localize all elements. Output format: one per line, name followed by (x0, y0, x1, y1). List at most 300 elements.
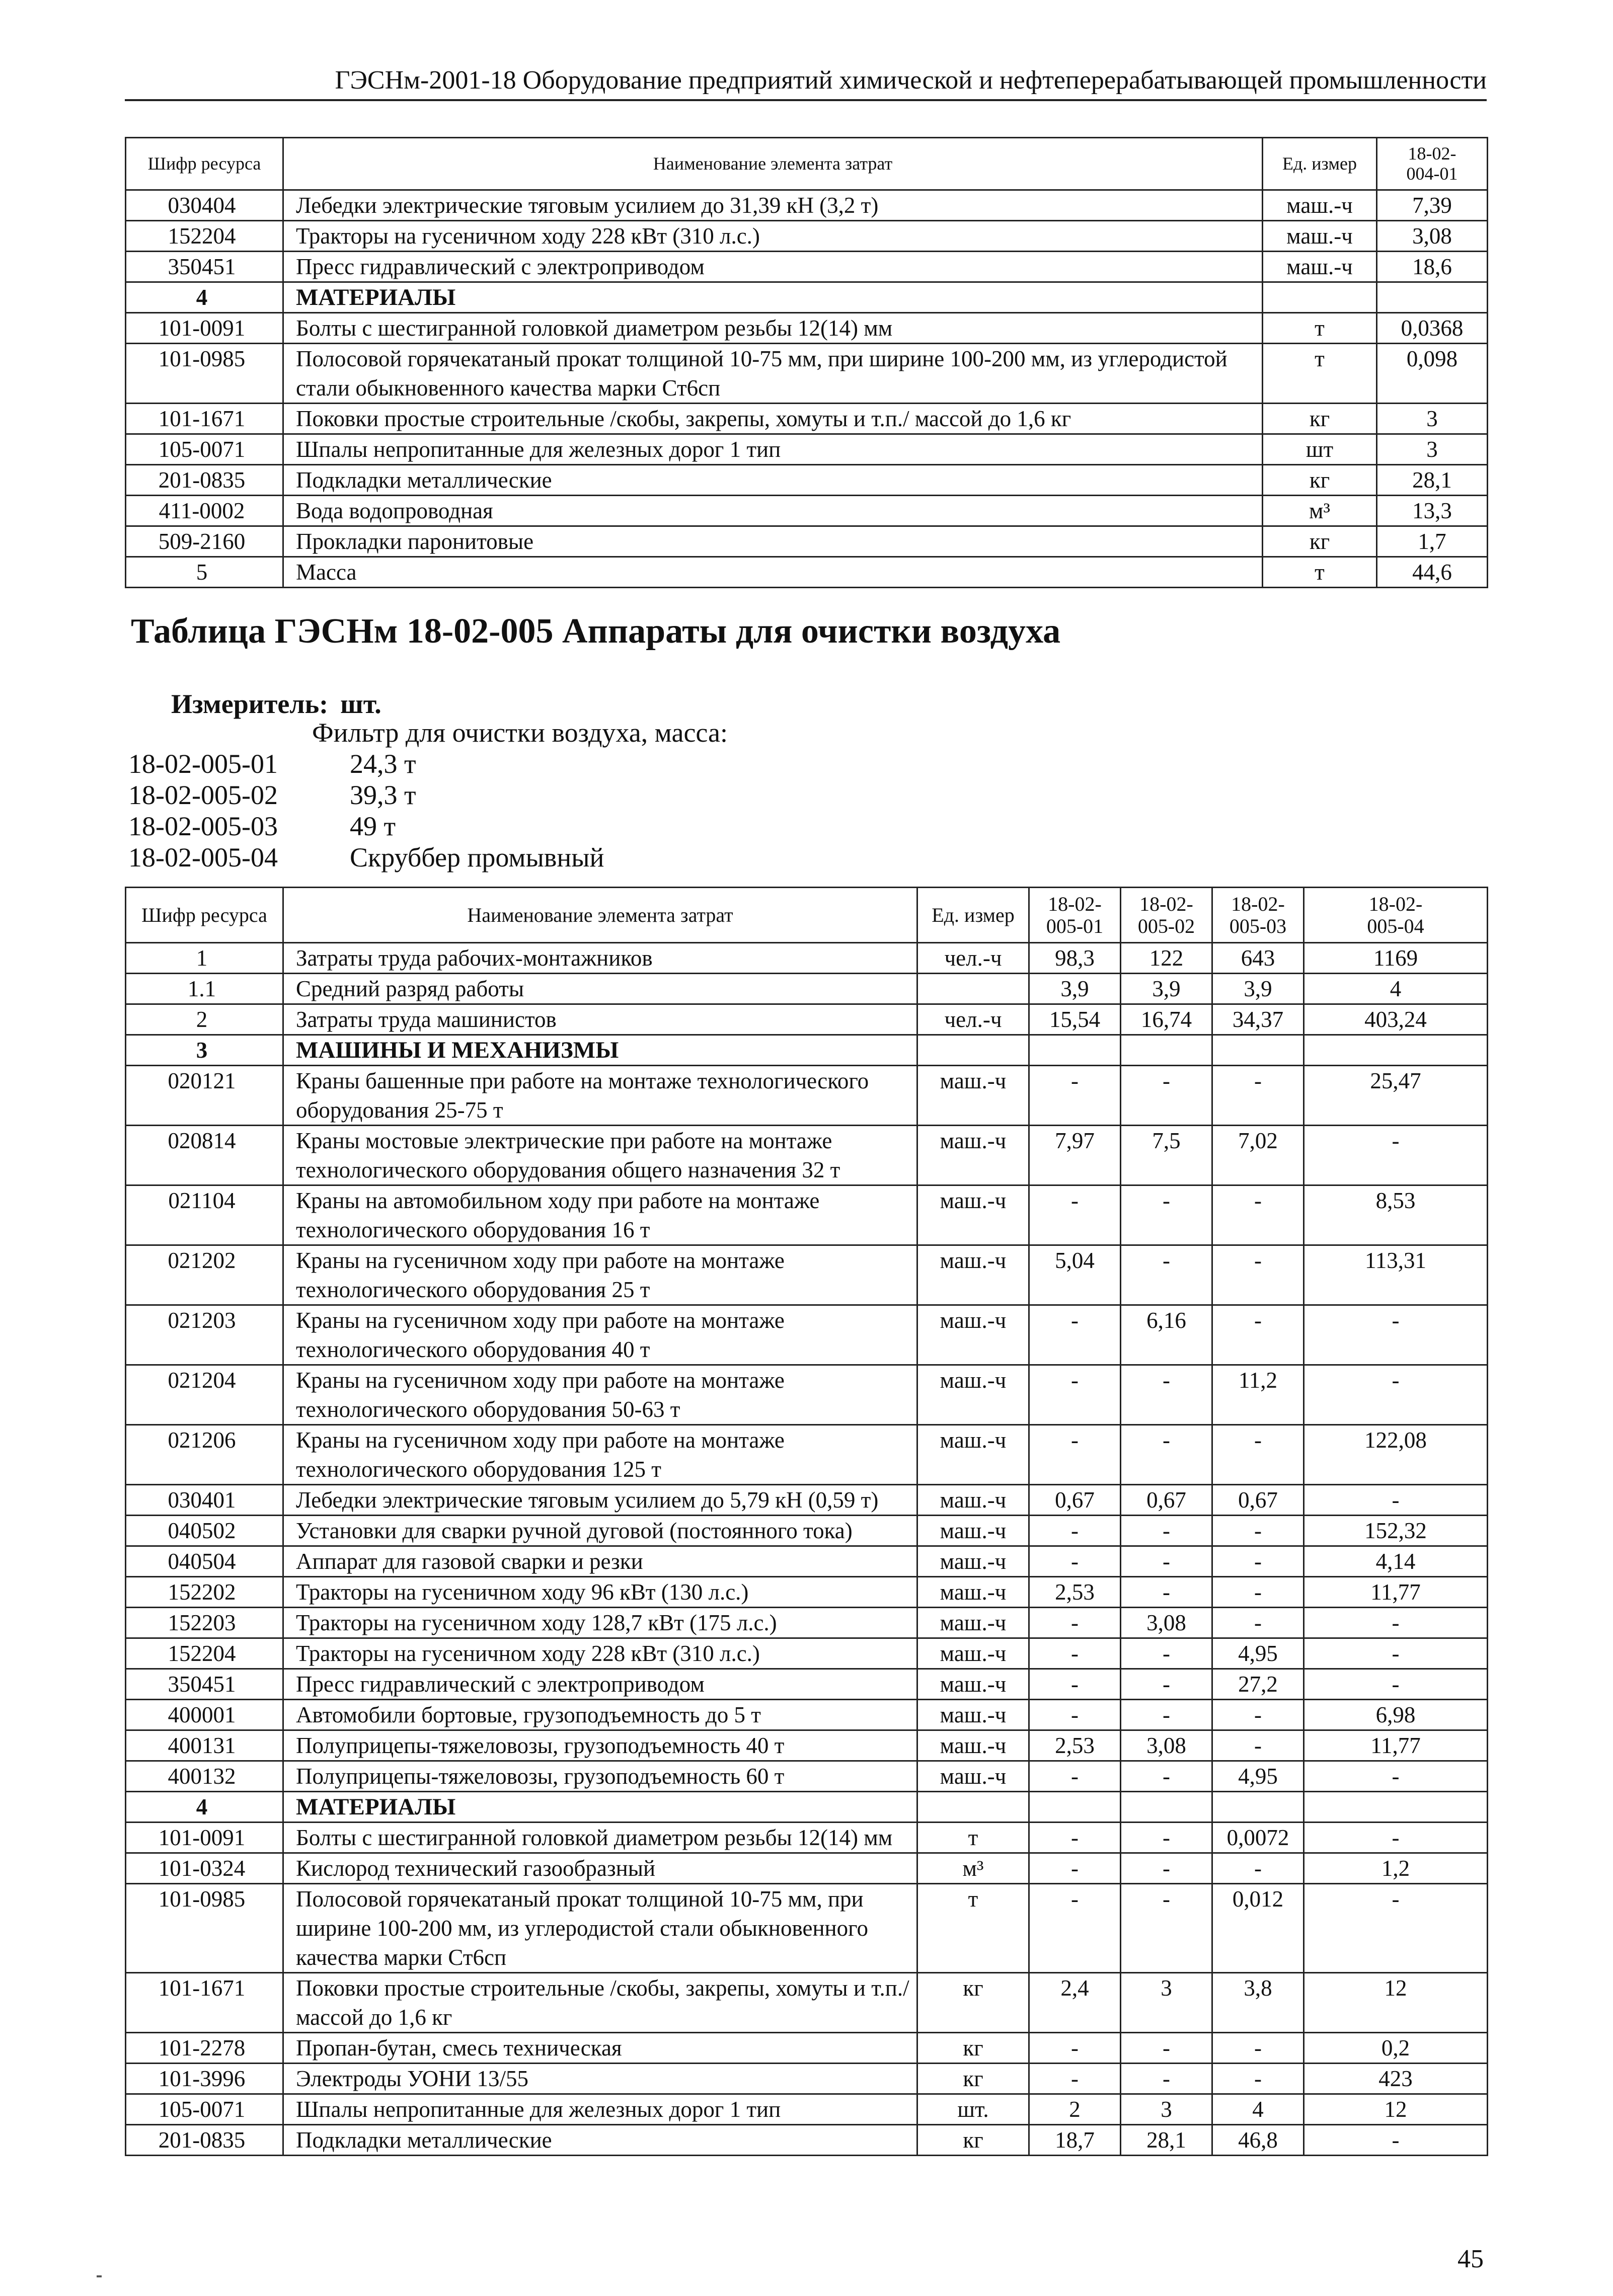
value-cell-4: 6,98 (1304, 1700, 1488, 1730)
table-row (126, 465, 1488, 496)
measure-line (171, 688, 381, 720)
value-cell-2: - (1121, 1516, 1212, 1546)
resource-table-18-02-004 (125, 137, 1488, 588)
resource-code: 021202 (126, 1245, 283, 1305)
table-row (126, 1546, 1488, 1577)
resource-name: Полуприцепы-тяжеловозы, грузоподъемность 60 т (283, 1761, 917, 1792)
resource-code: 021104 (126, 1185, 283, 1245)
unit-cell: кг (1263, 465, 1377, 496)
resource-code: 030404 (126, 190, 283, 221)
resource-name: Аппарат для газовой сварки и резки (283, 1546, 917, 1577)
resource-name: Полосовой горячекатаный прокат толщиной 10-75 мм, при ширине 100-200 мм, из углеродистой стали обыкновенного качества марки Ст6сп (283, 1884, 917, 1973)
resource-name: Лебедки электрические тяговым усилием до 5,79 кН (0,59 т) (283, 1485, 917, 1516)
header-name: Наименование элемента затрат (283, 888, 917, 943)
resource-code: 400131 (126, 1730, 283, 1761)
value-cell: 18,6 (1377, 252, 1488, 282)
unit-cell: шт (1263, 434, 1377, 465)
table-row (126, 344, 1488, 404)
value-cell-3: 0,0072 (1212, 1823, 1304, 1853)
value-cell-2 (1121, 1035, 1212, 1066)
resource-code: 021206 (126, 1425, 283, 1485)
unit-cell: кг (917, 2064, 1029, 2094)
value-cell-1: - (1029, 1365, 1121, 1425)
value-cell-1: 2,53 (1029, 1577, 1121, 1608)
unit-cell: маш.-ч (917, 1577, 1029, 1608)
unit-cell: маш.-ч (917, 1700, 1029, 1730)
value-cell-1: - (1029, 1305, 1121, 1365)
value-cell-2: - (1121, 1638, 1212, 1669)
unit-cell: т (917, 1823, 1029, 1853)
table-row (126, 526, 1488, 557)
value-cell-2: - (1121, 1425, 1212, 1485)
unit-cell: маш.-ч (917, 1516, 1029, 1546)
value-cell-1 (1029, 1792, 1121, 1823)
unit-cell (917, 1792, 1029, 1823)
resource-code: 509-2160 (126, 526, 283, 557)
unit-cell: чел.-ч (917, 943, 1029, 974)
value-cell-4: - (1304, 1305, 1488, 1365)
value-cell-2: - (1121, 1761, 1212, 1792)
table-row (126, 1761, 1488, 1792)
resource-code: 101-0324 (126, 1853, 283, 1884)
resource-code: 040502 (126, 1516, 283, 1546)
value-cell-3: 46,8 (1212, 2125, 1304, 2156)
value-cell-2: - (1121, 1185, 1212, 1245)
variant-title: Фильтр для очистки воздуха, масса: (312, 718, 728, 748)
section-title: МАШИНЫ И МЕХАНИЗМЫ (283, 1035, 917, 1066)
resource-name: Тракторы на гусеничном ходу 228 кВт (310 л.с.) (283, 1638, 917, 1669)
value-cell-1: 18,7 (1029, 2125, 1121, 2156)
resource-code: 152203 (126, 1608, 283, 1638)
value-cell-4: 403,24 (1304, 1004, 1488, 1035)
section-row (126, 1792, 1488, 1823)
header-unit: Ед. измер (1263, 138, 1377, 190)
table-row (126, 313, 1488, 344)
header-variant: 18-02- 004-01 (1377, 138, 1488, 190)
value-cell: 3 (1377, 404, 1488, 434)
unit-cell: маш.-ч (917, 1730, 1029, 1761)
table-row (126, 1004, 1488, 1035)
value-cell-3: 3,9 (1212, 974, 1304, 1004)
resource-name: Краны на гусеничном ходу при работе на монтаже технологического оборудования 125 т (283, 1425, 917, 1485)
resource-name: Тракторы на гусеничном ходу 128,7 кВт (175 л.с.) (283, 1608, 917, 1638)
resource-code: 201-0835 (126, 2125, 283, 2156)
variant-code: 18-02-005-04 (128, 842, 278, 873)
variant-item (128, 748, 728, 779)
section-row (126, 282, 1488, 313)
variant-item (128, 842, 728, 873)
value-cell-2: - (1121, 2064, 1212, 2094)
resource-name: Болты с шестигранной головкой диаметром резьбы 12(14) мм (283, 1823, 917, 1853)
resource-code: 101-0985 (126, 344, 283, 404)
value-cell-3: 0,67 (1212, 1485, 1304, 1516)
resource-name: Поковки простые строительные /скобы, закрепы, хомуты и т.п./ массой до 1,6 кг (283, 404, 1263, 434)
value-cell-4: - (1304, 1669, 1488, 1700)
resource-code: 4 (126, 282, 283, 313)
value-cell-4: - (1304, 1608, 1488, 1638)
value-cell-3: - (1212, 2064, 1304, 2094)
unit-cell (917, 1035, 1029, 1066)
variant-description: 24,3 т (350, 749, 416, 779)
value-cell-2: 3,08 (1121, 1730, 1212, 1761)
resource-code: 020814 (126, 1126, 283, 1185)
value-cell-4: 4,14 (1304, 1546, 1488, 1577)
resource-name: Масса (283, 557, 1263, 588)
value-cell-3: 0,012 (1212, 1884, 1304, 1973)
table-row (126, 1185, 1488, 1245)
section-title: МАТЕРИАЛЫ (283, 1792, 917, 1823)
table-row (126, 1066, 1488, 1126)
value-cell-2: - (1121, 1577, 1212, 1608)
value-cell-3: - (1212, 1425, 1304, 1485)
resource-name: Полуприцепы-тяжеловозы, грузоподъемность 40 т (283, 1730, 917, 1761)
value-cell-3: - (1212, 1577, 1304, 1608)
resource-code: 152204 (126, 221, 283, 252)
unit-cell: м³ (1263, 496, 1377, 526)
table-row (126, 1638, 1488, 1669)
value-cell-4: - (1304, 1761, 1488, 1792)
unit-cell: маш.-ч (1263, 221, 1377, 252)
header-code: Шифр ресурса (126, 138, 283, 190)
value-cell-1: - (1029, 1185, 1121, 1245)
resource-code: 201-0835 (126, 465, 283, 496)
resource-code: 101-2278 (126, 2033, 283, 2064)
value-cell-3: - (1212, 1546, 1304, 1577)
variant-description: 39,3 т (350, 780, 416, 810)
resource-name: Тракторы на гусеничном ходу 96 кВт (130 л.с.) (283, 1577, 917, 1608)
value-cell-1: 3,9 (1029, 974, 1121, 1004)
value-cell-2: - (1121, 2033, 1212, 2064)
value-cell-3: - (1212, 1305, 1304, 1365)
unit-cell: маш.-ч (917, 1761, 1029, 1792)
value-cell-4: - (1304, 1485, 1488, 1516)
table-row (126, 557, 1488, 588)
value-cell-1: 0,67 (1029, 1485, 1121, 1516)
value-cell-1: - (1029, 1638, 1121, 1669)
value-cell-1: - (1029, 1425, 1121, 1485)
resource-name: Краны на гусеничном ходу при работе на монтаже технологического оборудования 50-63 т (283, 1365, 917, 1425)
unit-cell: маш.-ч (917, 1669, 1029, 1700)
table-row (126, 1485, 1488, 1516)
resource-name: Краны на гусеничном ходу при работе на монтаже технологического оборудования 40 т (283, 1305, 917, 1365)
section-heading: Таблица ГЭСНм 18-02-005 Аппараты для очистки воздуха (131, 612, 1061, 651)
table-row (126, 1730, 1488, 1761)
value-cell-2: 3,08 (1121, 1608, 1212, 1638)
value-cell: 3 (1377, 434, 1488, 465)
resource-code: 1.1 (126, 974, 283, 1004)
value-cell-3: 27,2 (1212, 1669, 1304, 1700)
value-cell-3: - (1212, 2033, 1304, 2064)
value-cell-4: 11,77 (1304, 1730, 1488, 1761)
value-cell-1: - (1029, 1700, 1121, 1730)
value-cell-4: 25,47 (1304, 1066, 1488, 1126)
unit-cell: шт. (917, 2094, 1029, 2125)
section-title: МАТЕРИАЛЫ (283, 282, 1263, 313)
resource-code: 105-0071 (126, 2094, 283, 2125)
resource-name: Прокладки паронитовые (283, 526, 1263, 557)
resource-name: Подкладки металлические (283, 2125, 917, 2156)
table-row (126, 2064, 1488, 2094)
unit-cell: кг (917, 1973, 1029, 2033)
value-cell: 0,098 (1377, 344, 1488, 404)
value-cell-1: 7,97 (1029, 1126, 1121, 1185)
value-cell-2: 0,67 (1121, 1485, 1212, 1516)
measure-label: Измеритель: (171, 689, 329, 719)
table-row (126, 1973, 1488, 2033)
value-cell-3: - (1212, 1853, 1304, 1884)
resource-name: Шпалы непропитанные для железных дорог 1 тип (283, 434, 1263, 465)
value-cell-3: - (1212, 1730, 1304, 1761)
value-cell-1: - (1029, 1066, 1121, 1126)
unit-cell: маш.-ч (917, 1425, 1029, 1485)
value-cell-2: 6,16 (1121, 1305, 1212, 1365)
resource-name: Электроды УОНИ 13/55 (283, 2064, 917, 2094)
unit-cell: маш.-ч (917, 1608, 1029, 1638)
variant-item (128, 811, 728, 842)
table-row (126, 1577, 1488, 1608)
value-cell-1: 2,4 (1029, 1973, 1121, 2033)
section-row (126, 1035, 1488, 1066)
value-cell-2: 122 (1121, 943, 1212, 974)
page-header: ГЭСНм-2001-18 Оборудование предприятий химической и нефтеперерабатывающей промышленности (125, 65, 1487, 101)
unit-cell: маш.-ч (917, 1638, 1029, 1669)
value-cell-4: 4 (1304, 974, 1488, 1004)
value-cell-1: 98,3 (1029, 943, 1121, 974)
table-row (126, 1365, 1488, 1425)
unit-cell: маш.-ч (917, 1485, 1029, 1516)
table-row (126, 1700, 1488, 1730)
scan-mark (97, 2275, 102, 2277)
resource-code: 021203 (126, 1305, 283, 1365)
resource-code: 152202 (126, 1577, 283, 1608)
value-cell-2: 3 (1121, 1973, 1212, 2033)
value-cell-2: - (1121, 1884, 1212, 1973)
value-cell-2: - (1121, 1823, 1212, 1853)
resource-code: 030401 (126, 1485, 283, 1516)
resource-code: 2 (126, 1004, 283, 1035)
resource-code: 152204 (126, 1638, 283, 1669)
resource-code: 021204 (126, 1365, 283, 1425)
value-cell-2: 3 (1121, 2094, 1212, 2125)
value-cell-4 (1304, 1035, 1488, 1066)
value-cell-3: - (1212, 1700, 1304, 1730)
table-row (126, 190, 1488, 221)
value-cell (1377, 282, 1488, 313)
resource-name: Вода водопроводная (283, 496, 1263, 526)
value-cell-1: - (1029, 2033, 1121, 2064)
value-cell-1: - (1029, 1761, 1121, 1792)
resource-code: 1 (126, 943, 283, 974)
unit-cell: маш.-ч (917, 1245, 1029, 1305)
value-cell-3 (1212, 1792, 1304, 1823)
unit-cell: т (1263, 344, 1377, 404)
resource-name: Установки для сварки ручной дуговой (постоянного тока) (283, 1516, 917, 1546)
resource-code: 3 (126, 1035, 283, 1066)
table-row (126, 1126, 1488, 1185)
resource-name: Затраты труда рабочих-монтажников (283, 943, 917, 974)
unit-cell: маш.-ч (917, 1185, 1029, 1245)
unit-cell: т (1263, 557, 1377, 588)
table-row (126, 1853, 1488, 1884)
resource-code: 101-1671 (126, 404, 283, 434)
unit-cell: м³ (917, 1853, 1029, 1884)
value-cell-4 (1304, 1792, 1488, 1823)
value-cell-3: 4,95 (1212, 1761, 1304, 1792)
value-cell-4: 423 (1304, 2064, 1488, 2094)
unit-cell: маш.-ч (1263, 190, 1377, 221)
resource-name: Полосовой горячекатаный прокат толщиной 10-75 мм, при ширине 100-200 мм, из углеродистой стали обыкновенного качества марки Ст6сп (283, 344, 1263, 404)
table-row (126, 2033, 1488, 2064)
resource-name: Шпалы непропитанные для железных дорог 1 тип (283, 2094, 917, 2125)
table-row (126, 2094, 1488, 2125)
resource-code: 350451 (126, 252, 283, 282)
value-cell-4: - (1304, 1126, 1488, 1185)
resource-name: Краны башенные при работе на монтаже технологического оборудования 25-75 т (283, 1066, 917, 1126)
value-cell-2: - (1121, 1546, 1212, 1577)
table-row (126, 1425, 1488, 1485)
resource-code: 101-3996 (126, 2064, 283, 2094)
value-cell-2: - (1121, 1700, 1212, 1730)
value-cell-2: - (1121, 1669, 1212, 1700)
header-variant-3: 18-02- 005-03 (1212, 888, 1304, 943)
table-row (126, 434, 1488, 465)
value-cell-4: - (1304, 1884, 1488, 1973)
resource-name: Пресс гидравлический с электроприводом (283, 252, 1263, 282)
table-header-row (126, 888, 1488, 943)
resource-code: 101-0091 (126, 313, 283, 344)
resource-name: Пропан-бутан, смесь техническая (283, 2033, 917, 2064)
value-cell: 0,0368 (1377, 313, 1488, 344)
resource-name: Подкладки металлические (283, 465, 1263, 496)
value-cell-3: - (1212, 1185, 1304, 1245)
resource-name: Пресс гидравлический с электроприводом (283, 1669, 917, 1700)
resource-code: 350451 (126, 1669, 283, 1700)
value-cell-2: 7,5 (1121, 1126, 1212, 1185)
unit-cell (1263, 282, 1377, 313)
unit-cell: маш.-ч (917, 1365, 1029, 1425)
value-cell-1 (1029, 1035, 1121, 1066)
value-cell-4: 1,2 (1304, 1853, 1488, 1884)
header-name: Наименование элемента затрат (283, 138, 1263, 190)
value-cell-4: 12 (1304, 1973, 1488, 2033)
value-cell-2: - (1121, 1853, 1212, 1884)
table-row (126, 221, 1488, 252)
table-row (126, 974, 1488, 1004)
unit-cell: кг (917, 2033, 1029, 2064)
header-variant-4: 18-02- 005-04 (1304, 888, 1488, 943)
value-cell-3: 4,95 (1212, 1638, 1304, 1669)
value-cell-3: 34,37 (1212, 1004, 1304, 1035)
value-cell-4: - (1304, 1823, 1488, 1853)
unit-cell (917, 974, 1029, 1004)
value-cell-2: 3,9 (1121, 974, 1212, 1004)
unit-cell: маш.-ч (1263, 252, 1377, 282)
value-cell-2: - (1121, 1245, 1212, 1305)
value-cell-4: - (1304, 2125, 1488, 2156)
value-cell: 7,39 (1377, 190, 1488, 221)
value-cell-4: - (1304, 1638, 1488, 1669)
table-row (126, 1516, 1488, 1546)
variant-code: 18-02-005-01 (128, 749, 278, 779)
resource-name: Поковки простые строительные /скобы, закрепы, хомуты и т.п./ массой до 1,6 кг (283, 1973, 917, 2033)
value-cell-3: 3,8 (1212, 1973, 1304, 2033)
table-row (126, 252, 1488, 282)
value-cell-1: 2,53 (1029, 1730, 1121, 1761)
value-cell-2: 28,1 (1121, 2125, 1212, 2156)
resource-code: 4 (126, 1792, 283, 1823)
value-cell-1: 5,04 (1029, 1245, 1121, 1305)
value-cell: 28,1 (1377, 465, 1488, 496)
resource-code: 020121 (126, 1066, 283, 1126)
value-cell-1: - (1029, 1516, 1121, 1546)
header-variant-2: 18-02- 005-02 (1121, 888, 1212, 943)
resource-name: Тракторы на гусеничном ходу 228 кВт (310 л.с.) (283, 221, 1263, 252)
resource-code: 400001 (126, 1700, 283, 1730)
value-cell-4: 1169 (1304, 943, 1488, 974)
page-number: 45 (1457, 2245, 1484, 2273)
table-row (126, 943, 1488, 974)
value-cell-3 (1212, 1035, 1304, 1066)
resource-code: 040504 (126, 1546, 283, 1577)
unit-cell: маш.-ч (917, 1546, 1029, 1577)
value-cell-3: 11,2 (1212, 1365, 1304, 1425)
value-cell-1: 15,54 (1029, 1004, 1121, 1035)
value-cell-1: - (1029, 2064, 1121, 2094)
unit-cell: кг (1263, 404, 1377, 434)
table-row (126, 1608, 1488, 1638)
variant-item (128, 779, 728, 811)
table-row (126, 2125, 1488, 2156)
unit-cell: маш.-ч (917, 1066, 1029, 1126)
resource-name: Лебедки электрические тяговым усилием до 31,39 кН (3,2 т) (283, 190, 1263, 221)
value-cell: 13,3 (1377, 496, 1488, 526)
table-row (126, 1669, 1488, 1700)
unit-cell: маш.-ч (917, 1126, 1029, 1185)
table-row (126, 404, 1488, 434)
value-cell-1: - (1029, 1884, 1121, 1973)
header-unit: Ед. измер (917, 888, 1029, 943)
value-cell-4: - (1304, 1365, 1488, 1425)
value-cell-3: - (1212, 1245, 1304, 1305)
value-cell-1: - (1029, 1823, 1121, 1853)
resource-code: 411-0002 (126, 496, 283, 526)
value-cell-1: - (1029, 1546, 1121, 1577)
table-header-row (126, 138, 1488, 190)
table-row (126, 1305, 1488, 1365)
resource-name: Краны на гусеничном ходу при работе на монтаже технологического оборудования 25 т (283, 1245, 917, 1305)
value-cell-4: 113,31 (1304, 1245, 1488, 1305)
table-row (126, 1823, 1488, 1853)
value-cell-4: 0,2 (1304, 2033, 1488, 2064)
resource-code: 5 (126, 557, 283, 588)
value-cell-4: 12 (1304, 2094, 1488, 2125)
resource-name: Средний разряд работы (283, 974, 917, 1004)
value-cell-3: 4 (1212, 2094, 1304, 2125)
resource-code: 101-0985 (126, 1884, 283, 1973)
resource-code: 101-0091 (126, 1823, 283, 1853)
resource-name: Краны на автомобильном ходу при работе на монтаже технологического оборудования 16 т (283, 1185, 917, 1245)
value-cell-3: - (1212, 1516, 1304, 1546)
value-cell-4: 152,32 (1304, 1516, 1488, 1546)
table-row (126, 1884, 1488, 1973)
resource-code: 400132 (126, 1761, 283, 1792)
value-cell-4: 11,77 (1304, 1577, 1488, 1608)
resource-code: 101-1671 (126, 1973, 283, 2033)
variant-code: 18-02-005-03 (128, 811, 278, 841)
resource-name: Кислород технический газообразный (283, 1853, 917, 1884)
variant-code: 18-02-005-02 (128, 780, 278, 810)
value-cell-2: - (1121, 1066, 1212, 1126)
